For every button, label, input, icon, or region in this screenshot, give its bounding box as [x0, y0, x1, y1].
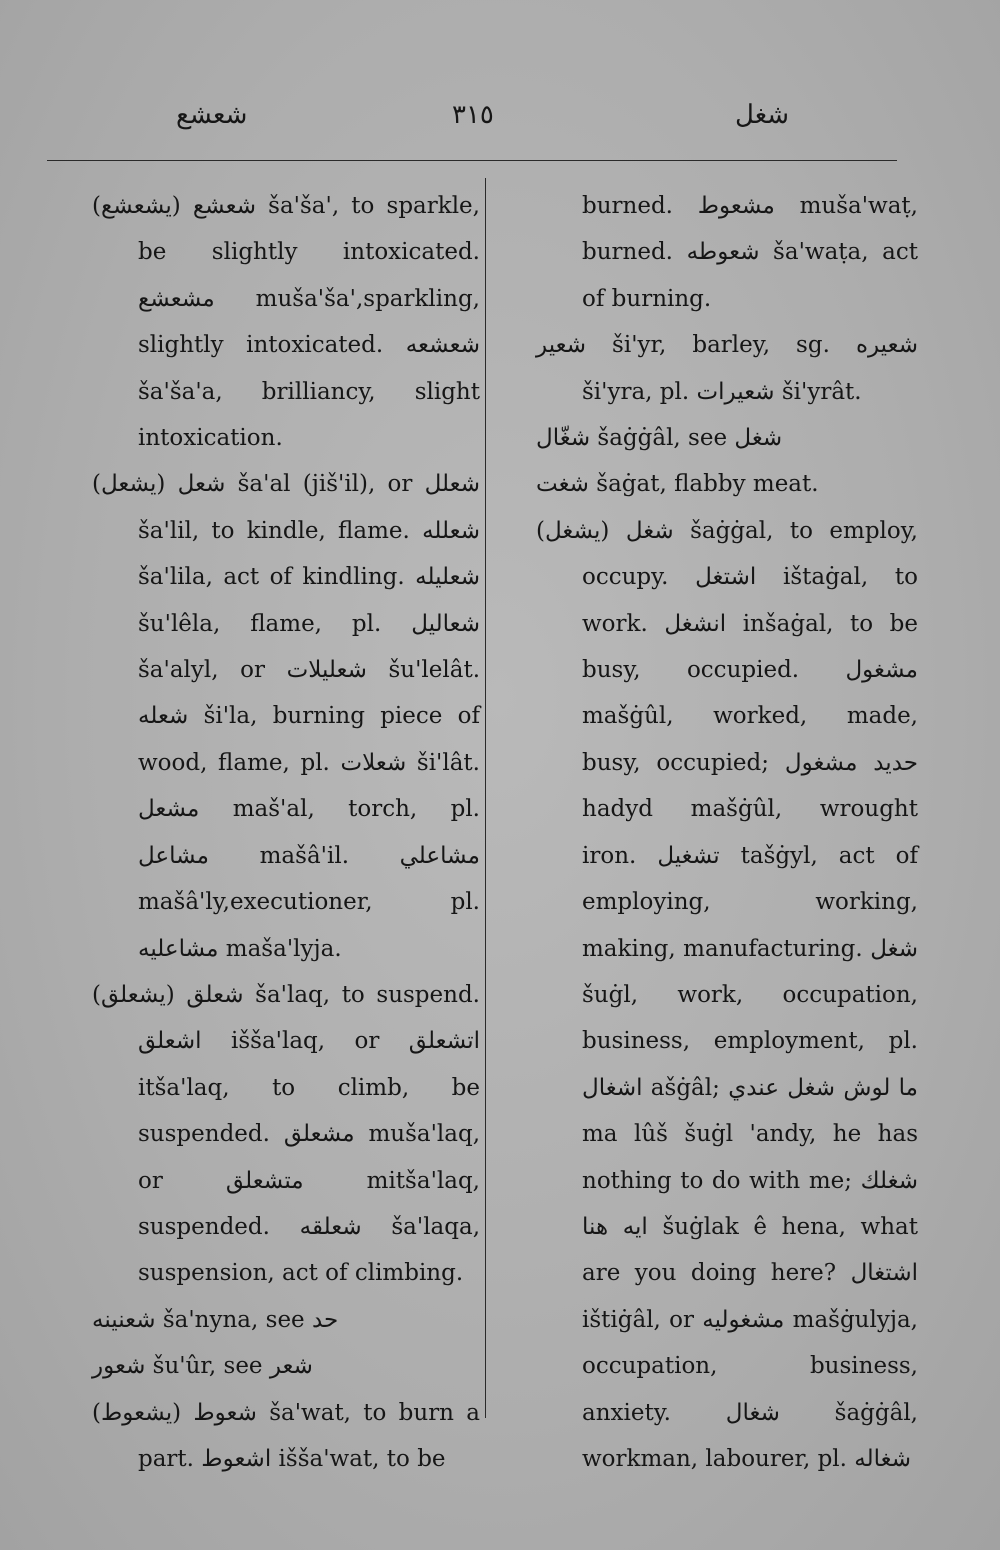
entry-shagat: شغت šaġat, flabby meat. [536, 471, 819, 498]
header-rule [47, 160, 897, 161]
entry-shuur: شعور šu'ûr, see شعر [92, 1353, 313, 1380]
entry-shashaa: شعشع (يشعشع) ša'ša', to sparkle, be slightly intoxicated. مشعشع muša'ša',sparkling, slightly intoxicated. شعشعه ša'ša'a, brilliancy, slight intoxication. [92, 193, 480, 452]
entry-shaal: شعل (يشعل) ša'al (jiš'il), or شعلل ša'lil, to kindle, flame. شعلله ša'lila, act of kindling. شعليله šu'lêla, flame, pl. شعاليل ša'alyl, or شعليلات šu'lelât. شعله ši'la, burning piece of wood, flame, pl. شعلات ši'lât. مشعل maš'al, torch, pl. مشاعل mašâ'il. مشاعلي mašâ'ly,executioner, pl. مشاعليه maša'lyja. [92, 471, 481, 962]
running-head-right: شغل [735, 100, 790, 130]
column-divider [485, 178, 486, 1418]
entry-continued: burned. مشعوط muša'waṭ, burned. شعوطه ša'waṭa, act of burning. [582, 193, 918, 312]
entry-shanyna: شعنينه ša'nyna, see حد [92, 1306, 339, 1333]
page-number: ٣١٥ [452, 100, 494, 130]
running-head-left: شعشع [176, 100, 248, 130]
entry-shawat: شعوط (يشعوط) ša'wat, to burn a part. اشعوط išša'wat, to be [92, 1399, 480, 1472]
entry-shaghal: شغل (يشغل) šaġġal, to employ, occupy. اشتغل ištaġal, to work. انشغل inšaġal, to be busy, occupied. مشغول mašġûl, worked, made, busy, occupied; حديد مشغول hadyd mašġûl, wrought iron. تشغيل tašġyl, act of employing, working, making, manufacturing. شغل šuġl, work, occupation, business, employment, pl. اشغال ašġâl; ما لوش شغل عندي ma lûš šuġl 'andy, he has nothing to do with me; شغلك ايه هنا šuġlak ê hena, what are you doing here? اشتغال ištiġâl, or مشغوليه mašġulyja, occupation, business, anxiety. شغال šaġġâl, workman, labourer, pl. شغاله [536, 517, 918, 1472]
entry-shaggal-ref: شغّال šaġġâl, see شغل [536, 425, 783, 452]
right-column [536, 183, 918, 1482]
entry-shiyr: شعير ši'yr, barley, sg. شعيره ši'yra, pl. شعيرات ši'yrât. [536, 332, 918, 405]
entry-shalaq: شعلق (يشعلق) ša'laq, to suspend. اشعلق išša'laq, or اتشعلق itša'laq, to climb, be suspended. مشعلق muša'laq, or متشعلق mitša'laq, suspended. شعلقه ša'laqa, suspension, act of climbing. [92, 981, 481, 1287]
left-column [92, 183, 480, 1482]
